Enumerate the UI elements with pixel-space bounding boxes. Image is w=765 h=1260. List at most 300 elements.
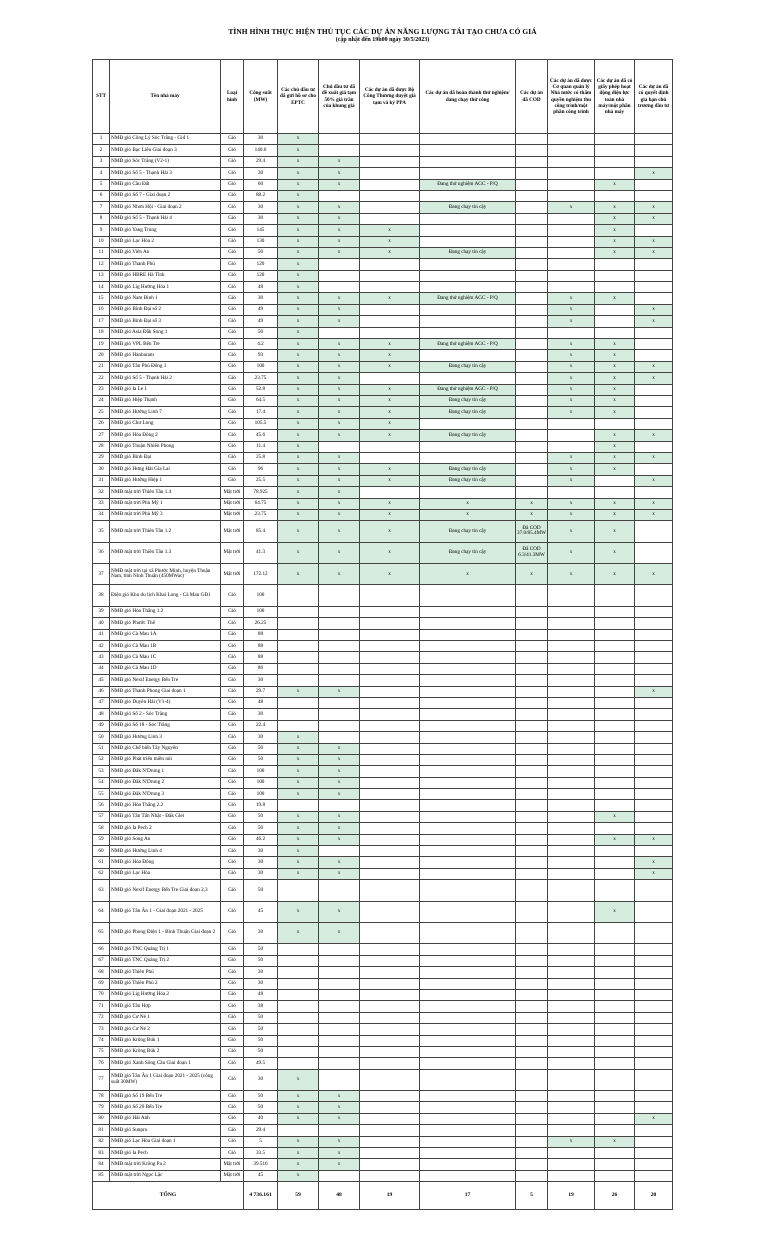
cell-plant-name: NMĐ mặt trời Thiên Tân 1.3	[110, 542, 221, 563]
cell-ppa	[360, 156, 420, 167]
cell-cod	[516, 857, 548, 868]
table-row	[93, 1069, 673, 1090]
cell-type: Gió	[221, 868, 244, 879]
cell-acceptance: x	[548, 498, 595, 509]
header-temp-price-proposed: Chủ đầu tư đã đề xuất giá tạm 50% giá trần của khung giá	[319, 60, 360, 134]
cell-type: Gió	[221, 430, 244, 441]
table-row	[93, 955, 673, 966]
table-row	[93, 846, 673, 857]
cell-license	[595, 955, 635, 966]
cell-stt: 52	[93, 754, 110, 765]
cell-plant-name: NMĐ gió Đăk N'Drung 3	[110, 789, 221, 800]
cell-temp-price: x	[319, 430, 360, 441]
cell-cod	[516, 743, 548, 754]
cell-license	[595, 1035, 635, 1046]
cell-type: Gió	[221, 800, 244, 811]
cell-type: Gió	[221, 282, 244, 293]
total-extension: 20	[635, 1182, 673, 1210]
cell-dossier: x	[278, 564, 319, 585]
cell-capacity: 86	[244, 663, 278, 674]
cell-license	[595, 316, 635, 327]
cell-testing	[420, 487, 516, 498]
cell-acceptance	[548, 1102, 595, 1113]
cell-type: Gió	[221, 1058, 244, 1069]
cell-type: Mặt trời	[221, 1159, 244, 1170]
cell-stt: 13	[93, 270, 110, 281]
cell-cod	[516, 213, 548, 224]
cell-dossier	[278, 880, 319, 901]
total-testing: 17	[420, 1182, 516, 1210]
cell-stt: 66	[93, 944, 110, 955]
cell-ppa	[360, 618, 420, 629]
cell-stt: 45	[93, 675, 110, 686]
cell-stt: 20	[93, 350, 110, 361]
cell-capacity: 85.4	[244, 521, 278, 542]
cell-extension	[635, 190, 673, 201]
cell-acceptance	[548, 618, 595, 629]
cell-license	[595, 1024, 635, 1035]
cell-plant-name: NMĐ gió Số 5 - Thạnh Hải 2	[110, 373, 221, 384]
cell-plant-name: NMĐ gió Hòa Đông 2	[110, 430, 221, 441]
table-row	[93, 156, 673, 167]
cell-type: Gió	[221, 1091, 244, 1102]
cell-extension	[635, 487, 673, 498]
table-row	[93, 923, 673, 944]
cell-ppa	[360, 789, 420, 800]
cell-stt: 82	[93, 1136, 110, 1147]
table-row	[93, 1113, 673, 1124]
cell-type: Mặt trời	[221, 509, 244, 520]
cell-testing: x	[420, 564, 516, 585]
cell-ppa	[360, 585, 420, 606]
table-row	[93, 834, 673, 845]
cell-stt: 77	[93, 1069, 110, 1090]
cell-stt: 67	[93, 955, 110, 966]
cell-acceptance	[548, 145, 595, 156]
cell-dossier: x	[278, 441, 319, 452]
cell-temp-price	[319, 282, 360, 293]
cell-stt: 61	[93, 857, 110, 868]
cell-ppa	[360, 800, 420, 811]
cell-testing	[420, 145, 516, 156]
cell-cod	[516, 452, 548, 463]
table-row	[93, 1046, 673, 1057]
cell-temp-price: x	[319, 834, 360, 845]
cell-extension: x	[635, 361, 673, 372]
cell-stt: 60	[93, 846, 110, 857]
cell-extension	[635, 407, 673, 418]
cell-capacity: 50	[244, 811, 278, 822]
cell-acceptance	[548, 168, 595, 179]
cell-dossier: x	[278, 293, 319, 304]
cell-temp-price	[319, 1125, 360, 1136]
cell-license	[595, 944, 635, 955]
cell-ppa: x	[360, 521, 420, 542]
cell-type: Gió	[221, 395, 244, 406]
table-row	[93, 720, 673, 731]
cell-extension	[635, 339, 673, 350]
cell-license	[595, 777, 635, 788]
cell-dossier: x	[278, 1159, 319, 1170]
cell-testing	[420, 134, 516, 145]
table-row	[93, 564, 673, 585]
cell-cod	[516, 1159, 548, 1170]
cell-ppa: x	[360, 350, 420, 361]
cell-plant-name: NMĐ gió Hanbaram	[110, 350, 221, 361]
cell-acceptance: x	[548, 1136, 595, 1147]
cell-stt: 36	[93, 542, 110, 563]
cell-testing	[420, 923, 516, 944]
cell-acceptance	[548, 270, 595, 281]
cell-extension	[635, 675, 673, 686]
cell-stt: 33	[93, 498, 110, 509]
cell-testing: Đang chạy tin cậy	[420, 407, 516, 418]
table-row	[93, 732, 673, 743]
table-row	[93, 967, 673, 978]
cell-ppa	[360, 777, 420, 788]
table-row	[93, 1148, 673, 1159]
cell-plant-name: NMĐ gió Hòa Thắng 2.2	[110, 800, 221, 811]
cell-type: Gió	[221, 475, 244, 486]
cell-type: Gió	[221, 989, 244, 1000]
cell-license	[595, 823, 635, 834]
cell-temp-price	[319, 585, 360, 606]
cell-testing	[420, 1035, 516, 1046]
cell-temp-price	[319, 441, 360, 452]
cell-temp-price	[319, 955, 360, 966]
cell-ppa	[360, 1148, 420, 1159]
cell-extension	[635, 777, 673, 788]
cell-plant-name: NMĐ mặt trời Phù Mỹ 3	[110, 509, 221, 520]
table-row	[93, 743, 673, 754]
cell-testing	[420, 901, 516, 922]
cell-plant-name: NMĐ gió Bạc Liêu Giai đoạn 3	[110, 145, 221, 156]
cell-cod	[516, 709, 548, 720]
cell-ppa	[360, 686, 420, 697]
cell-cod: x	[516, 498, 548, 509]
cell-acceptance	[548, 1125, 595, 1136]
cell-stt: 34	[93, 509, 110, 520]
cell-type: Gió	[221, 709, 244, 720]
cell-ppa	[360, 282, 420, 293]
cell-plant-name: NMĐ gió Thiên Phú 2	[110, 978, 221, 989]
cell-capacity: 50	[244, 743, 278, 754]
cell-extension: x	[635, 316, 673, 327]
cell-dossier	[278, 585, 319, 606]
cell-ppa: x	[360, 475, 420, 486]
table-row	[93, 618, 673, 629]
cell-type: Gió	[221, 923, 244, 944]
total-capacity: 4 736.161	[244, 1182, 278, 1210]
table-row	[93, 225, 673, 236]
cell-capacity: 50	[244, 1024, 278, 1035]
cell-temp-price	[319, 134, 360, 145]
cell-type: Gió	[221, 202, 244, 213]
cell-dossier: x	[278, 327, 319, 338]
cell-testing	[420, 350, 516, 361]
cell-acceptance	[548, 880, 595, 901]
cell-acceptance	[548, 213, 595, 224]
table-row	[93, 585, 673, 606]
cell-temp-price	[319, 967, 360, 978]
cell-testing: Đang chạy tin cậy	[420, 542, 516, 563]
cell-acceptance	[548, 629, 595, 640]
table-row	[93, 134, 673, 145]
cell-capacity: 88	[244, 629, 278, 640]
cell-dossier: x	[278, 190, 319, 201]
cell-ppa	[360, 213, 420, 224]
cell-dossier: x	[278, 498, 319, 509]
cell-plant-name: NMĐ gió Số 5 - Thạnh Hải 3	[110, 168, 221, 179]
cell-dossier	[278, 641, 319, 652]
cell-testing: Đang chạy tin cậy	[420, 202, 516, 213]
cell-license	[595, 190, 635, 201]
cell-dossier	[278, 663, 319, 674]
cell-plant-name: NMĐ gió Asia Đắk Song 1	[110, 327, 221, 338]
table-row	[93, 270, 673, 281]
cell-capacity: 30	[244, 1069, 278, 1090]
cell-capacity: 30	[244, 168, 278, 179]
table-row	[93, 418, 673, 429]
cell-extension	[635, 766, 673, 777]
cell-extension	[635, 521, 673, 542]
cell-type: Gió	[221, 339, 244, 350]
table-row	[93, 606, 673, 617]
cell-testing	[420, 1102, 516, 1113]
cell-extension: x	[635, 452, 673, 463]
cell-cod	[516, 1125, 548, 1136]
cell-plant-name: NMĐ gió Hòa Đông	[110, 857, 221, 868]
cell-type: Gió	[221, 1046, 244, 1057]
cell-acceptance	[548, 441, 595, 452]
cell-cod	[516, 259, 548, 270]
cell-license	[595, 1046, 635, 1057]
cell-ppa	[360, 373, 420, 384]
cell-plant-name: NMĐ gió Yang Trung	[110, 225, 221, 236]
cell-type: Gió	[221, 766, 244, 777]
table-row	[93, 641, 673, 652]
cell-testing: Đang chạy tin cậy	[420, 247, 516, 258]
cell-capacity: 30	[244, 978, 278, 989]
cell-type: Gió	[221, 857, 244, 868]
cell-stt: 28	[93, 441, 110, 452]
cell-acceptance	[548, 236, 595, 247]
cell-temp-price	[319, 1024, 360, 1035]
cell-license	[595, 134, 635, 145]
cell-capacity: 29.4	[244, 1125, 278, 1136]
cell-ppa	[360, 1058, 420, 1069]
cell-dossier	[278, 967, 319, 978]
cell-license	[595, 697, 635, 708]
cell-license: x	[595, 430, 635, 441]
cell-acceptance	[548, 327, 595, 338]
cell-plant-name: NMĐ gió Số 7 - Giai đoạn 2	[110, 190, 221, 201]
cell-temp-price: x	[319, 811, 360, 822]
table-row	[93, 521, 673, 542]
cell-stt: 35	[93, 521, 110, 542]
cell-cod	[516, 464, 548, 475]
cell-plant-name: NMĐ gió Hướng Linh 4	[110, 846, 221, 857]
cell-cod	[516, 225, 548, 236]
cell-license: x	[595, 350, 635, 361]
cell-type: Gió	[221, 901, 244, 922]
cell-type: Gió	[221, 978, 244, 989]
cell-stt: 30	[93, 464, 110, 475]
cell-ppa	[360, 675, 420, 686]
cell-ppa	[360, 1046, 420, 1057]
cell-stt: 6	[93, 190, 110, 201]
cell-capacity: 88.2	[244, 190, 278, 201]
cell-cod: Đã COD 37.0/85.4MW	[516, 521, 548, 542]
cell-cod	[516, 641, 548, 652]
cell-extension	[635, 1125, 673, 1136]
cell-capacity: 40	[244, 1113, 278, 1124]
cell-plant-name: NMĐ gió Tân Phú Đông 1	[110, 361, 221, 372]
cell-cod	[516, 282, 548, 293]
table-row	[93, 1091, 673, 1102]
cell-testing	[420, 720, 516, 731]
cell-cod	[516, 967, 548, 978]
cell-dossier	[278, 709, 319, 720]
cell-license	[595, 967, 635, 978]
table-row	[93, 236, 673, 247]
projects-table	[92, 59, 673, 1210]
cell-capacity: 41.3	[244, 542, 278, 563]
cell-extension	[635, 542, 673, 563]
cell-license: x	[595, 236, 635, 247]
cell-temp-price	[319, 259, 360, 270]
table-row	[93, 452, 673, 463]
cell-extension	[635, 418, 673, 429]
table-row	[93, 1024, 673, 1035]
cell-cod: Đã COD 6.3/41.3MW	[516, 542, 548, 563]
cell-cod	[516, 697, 548, 708]
cell-type: Gió	[221, 1148, 244, 1159]
cell-type: Gió	[221, 259, 244, 270]
cell-stt: 9	[93, 225, 110, 236]
cell-testing	[420, 675, 516, 686]
cell-capacity: 50	[244, 1012, 278, 1023]
cell-temp-price	[319, 709, 360, 720]
cell-acceptance	[548, 1091, 595, 1102]
table-row	[93, 145, 673, 156]
cell-cod	[516, 777, 548, 788]
cell-temp-price	[319, 944, 360, 955]
cell-testing	[420, 880, 516, 901]
cell-type: Gió	[221, 373, 244, 384]
cell-temp-price: x	[319, 777, 360, 788]
cell-ppa	[360, 1069, 420, 1090]
cell-temp-price: x	[319, 293, 360, 304]
cell-capacity: 25.8	[244, 452, 278, 463]
cell-testing	[420, 944, 516, 955]
cell-license	[595, 1170, 635, 1181]
table-row	[93, 339, 673, 350]
cell-cod	[516, 395, 548, 406]
cell-license	[595, 1113, 635, 1124]
cell-type: Gió	[221, 407, 244, 418]
cell-cod	[516, 754, 548, 765]
cell-license: x	[595, 179, 635, 190]
cell-temp-price	[319, 1035, 360, 1046]
cell-plant-name: NMĐ gió Sóc Trăng (V2-1)	[110, 156, 221, 167]
cell-ppa	[360, 606, 420, 617]
cell-cod	[516, 663, 548, 674]
cell-testing: Đang thử nghiệm AGC - P/Q	[420, 384, 516, 395]
cell-acceptance	[548, 1046, 595, 1057]
total-cod: 5	[516, 1182, 548, 1210]
cell-capacity: 50	[244, 1035, 278, 1046]
cell-ppa	[360, 316, 420, 327]
cell-extension	[635, 441, 673, 452]
cell-extension	[635, 464, 673, 475]
cell-extension	[635, 1159, 673, 1170]
cell-acceptance	[548, 857, 595, 868]
cell-acceptance	[548, 686, 595, 697]
cell-ppa	[360, 145, 420, 156]
cell-extension	[635, 618, 673, 629]
cell-cod	[516, 418, 548, 429]
cell-extension: x	[635, 509, 673, 520]
cell-cod	[516, 1035, 548, 1046]
cell-stt: 47	[93, 697, 110, 708]
header-plant-name: Tên nhà máy	[110, 60, 221, 134]
cell-cod	[516, 407, 548, 418]
cell-plant-name: NMĐ gió Lig Hướng Hóa 1	[110, 282, 221, 293]
cell-extension	[635, 395, 673, 406]
cell-plant-name: NMĐ gió Bình Đại	[110, 452, 221, 463]
cell-license	[595, 156, 635, 167]
cell-ppa	[360, 766, 420, 777]
cell-temp-price	[319, 989, 360, 1000]
cell-temp-price	[319, 663, 360, 674]
table-row	[93, 1058, 673, 1069]
table-row	[93, 293, 673, 304]
cell-plant-name: NMĐ gió Thanh Phong Giai đoạn 1	[110, 686, 221, 697]
cell-extension	[635, 327, 673, 338]
cell-type: Gió	[221, 811, 244, 822]
cell-testing	[420, 663, 516, 674]
cell-plant-name: NMĐ gió Thanh Phú	[110, 259, 221, 270]
cell-extension	[635, 1102, 673, 1113]
cell-cod	[516, 652, 548, 663]
cell-capacity: 100	[244, 361, 278, 372]
cell-acceptance	[548, 732, 595, 743]
cell-license	[595, 145, 635, 156]
cell-stt: 21	[93, 361, 110, 372]
cell-acceptance	[548, 1035, 595, 1046]
cell-type: Gió	[221, 236, 244, 247]
cell-dossier: x	[278, 350, 319, 361]
cell-type: Gió	[221, 1024, 244, 1035]
cell-cod	[516, 1102, 548, 1113]
cell-capacity: 50	[244, 823, 278, 834]
cell-extension: x	[635, 686, 673, 697]
cell-capacity: 50	[244, 247, 278, 258]
cell-stt: 14	[93, 282, 110, 293]
cell-dossier: x	[278, 811, 319, 822]
cell-cod	[516, 202, 548, 213]
cell-temp-price: x	[319, 498, 360, 509]
cell-acceptance	[548, 179, 595, 190]
cell-extension: x	[635, 202, 673, 213]
cell-type: Gió	[221, 1012, 244, 1023]
header-acceptance: Các dự án đã được Cơ quan quản lý Nhà nước có thẩm quyền nghiệm thu công trình/một phần công trình	[548, 60, 595, 134]
cell-cod	[516, 487, 548, 498]
cell-cod	[516, 270, 548, 281]
cell-testing: x	[420, 498, 516, 509]
cell-acceptance	[548, 846, 595, 857]
